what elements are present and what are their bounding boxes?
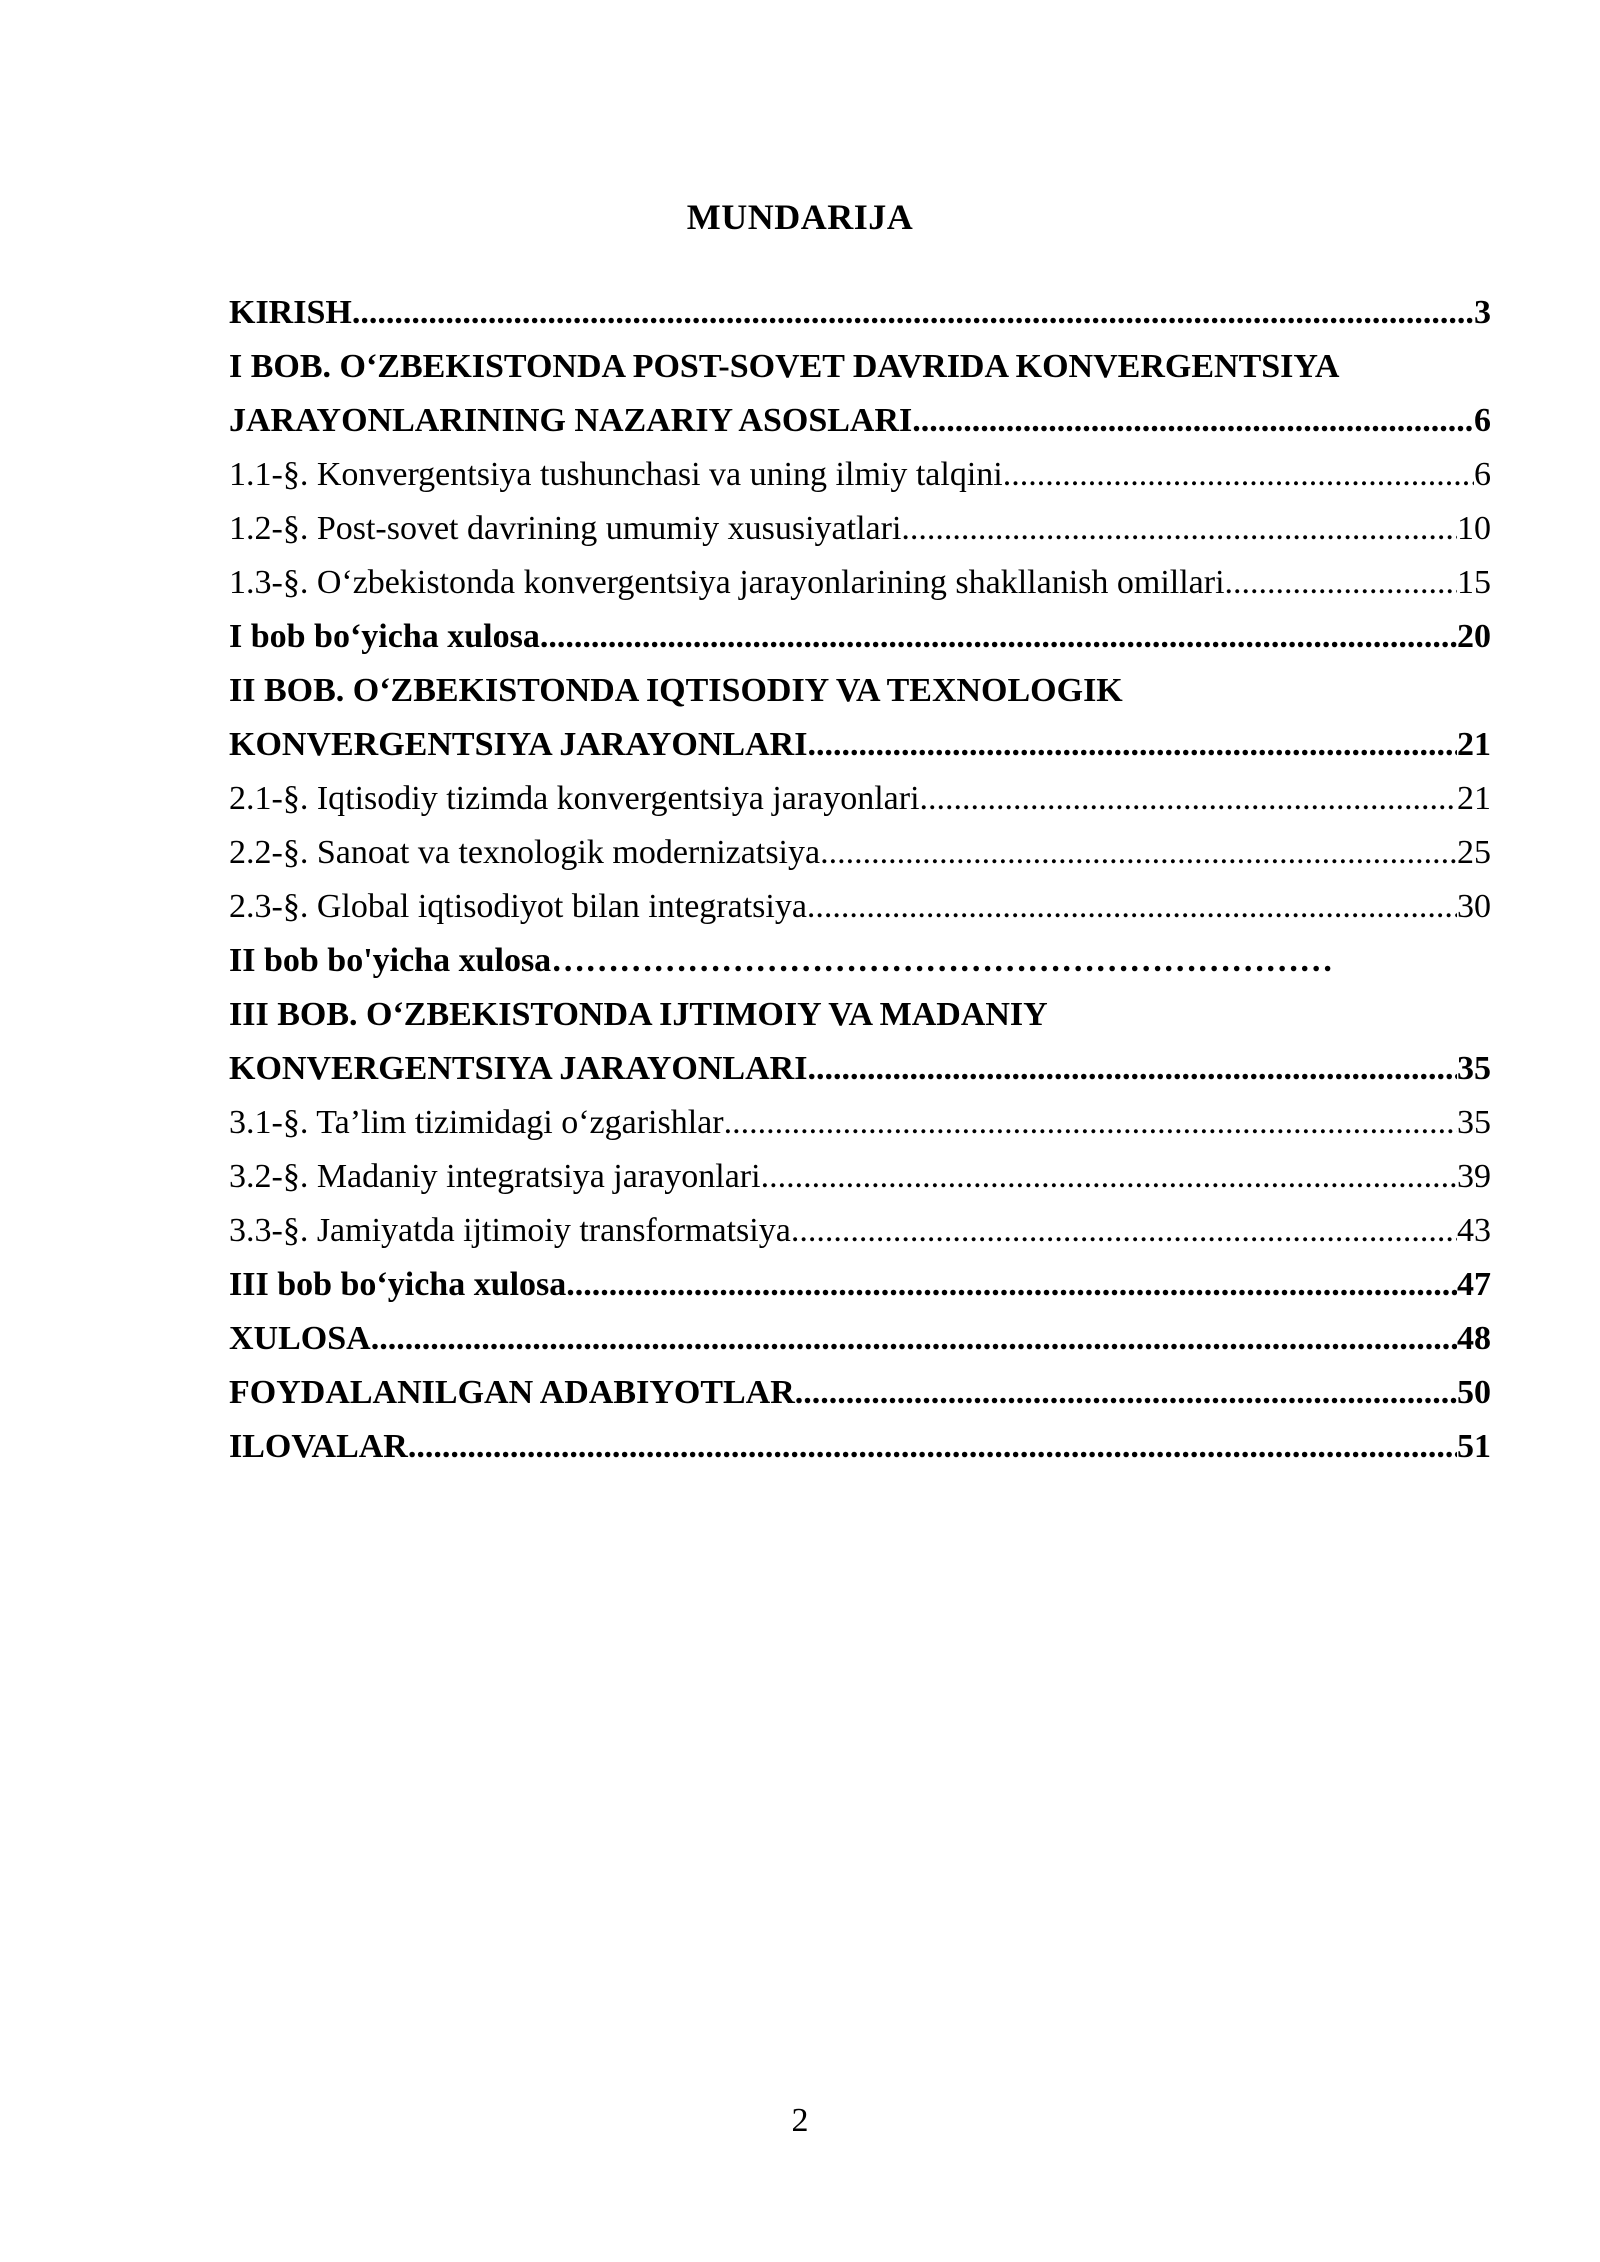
toc-dot-leader [540, 610, 1457, 664]
toc-page-number: 6 [1474, 456, 1491, 493]
toc-page-number: 25 [1457, 834, 1491, 871]
toc-entry-label: KONVERGENTSIYA JARAYONLARI [229, 1050, 808, 1087]
toc-entry-label: ILOVALAR [229, 1428, 408, 1465]
toc-entry [229, 988, 1491, 1042]
toc-entry [229, 1150, 1491, 1204]
toc-dot-leader [920, 772, 1457, 826]
toc-entry-label: 2.2-§. Sanoat va texnologik modernizatsiya [229, 834, 821, 871]
toc-dot-leader [408, 1420, 1457, 1474]
toc-heading-label: III BOB. O‘ZBEKISTONDA IJTIMOIY VA MADANIY [229, 996, 1048, 1033]
toc-dot-leader [724, 1096, 1457, 1150]
toc-entry [229, 556, 1491, 610]
toc-entry-label: 1.2-§. Post-sovet davrining umumiy xususiyatlari [229, 510, 902, 547]
toc-entry-label: JARAYONLARINING NAZARIY ASOSLARI [229, 402, 913, 439]
toc-page-number: 48 [1457, 1320, 1491, 1357]
toc-dot-leader [807, 880, 1457, 934]
toc-entry-label: 3.1-§. Ta’lim tizimidagi o‘zgarishlar [229, 1104, 724, 1141]
table-of-contents [229, 286, 1491, 1474]
toc-page-number: 15 [1457, 564, 1491, 601]
toc-entry-label: II bob bo'yicha xulosa [229, 942, 552, 979]
toc-page-number: 39 [1457, 1158, 1491, 1195]
toc-dot-leader [1225, 556, 1457, 610]
toc-entry [229, 826, 1491, 880]
toc-page-number: 35 [1457, 1104, 1491, 1141]
toc-heading-label: II BOB. O‘ZBEKISTONDA IQTISODIY VA TEXNOLOGIK [229, 672, 1123, 709]
toc-entry-label: KONVERGENTSIYA JARAYONLARI [229, 726, 808, 763]
toc-entry-label: 1.3-§. O‘zbekistonda konvergentsiya jarayonlarining shakllanish omillari [229, 564, 1225, 601]
toc-entry-label: III bob bo‘yicha xulosa [229, 1266, 567, 1303]
toc-entry [229, 340, 1491, 394]
toc-entry [229, 1366, 1491, 1420]
toc-entry [229, 1204, 1491, 1258]
toc-entry-label: KIRISH [229, 294, 352, 331]
toc-dot-leader [371, 1312, 1457, 1366]
toc-page-number: 51 [1457, 1428, 1491, 1465]
toc-page-number: 10 [1457, 510, 1491, 547]
toc-dot-leader [820, 826, 1457, 880]
toc-heading-label: I BOB. O‘ZBEKISTONDA POST-SOVET DAVRIDA KONVERGENTSIYA [229, 348, 1340, 385]
toc-entry [229, 1042, 1491, 1096]
toc-dot-leader [1003, 448, 1474, 502]
toc-entry-label: 2.1-§. Iqtisodiy tizimda konvergentsiya jarayonlari [229, 780, 920, 817]
toc-dot-leader [795, 1366, 1457, 1420]
toc-dot-leader [352, 286, 1474, 340]
toc-entry [229, 1420, 1491, 1474]
toc-dot-leader [791, 1204, 1457, 1258]
toc-page-number: 3 [1474, 294, 1491, 331]
toc-dot-leader [566, 1258, 1457, 1312]
toc-page-number: 30 [1457, 888, 1491, 925]
toc-entry [229, 1312, 1491, 1366]
page-title: MUNDARIJA [686, 197, 914, 237]
toc-entry [229, 718, 1491, 772]
toc-entry-label: I bob bo‘yicha xulosa [229, 618, 540, 655]
toc-entry-label: 3.3-§. Jamiyatda ijtimoiy transformatsiya [229, 1212, 791, 1249]
toc-page-number: 43 [1457, 1212, 1491, 1249]
toc-dot-leader [807, 718, 1457, 772]
toc-entry [229, 934, 1491, 988]
toc-entry-label: 1.1-§. Konvergentsiya tushunchasi va uning ilmiy talqini [229, 456, 1003, 493]
toc-page-number: 50 [1457, 1374, 1491, 1411]
toc-dot-leader [807, 1042, 1457, 1096]
toc-page-number: 35 [1457, 1050, 1491, 1087]
toc-entry [229, 772, 1491, 826]
toc-entry [229, 664, 1491, 718]
toc-dot-leader [551, 934, 1333, 988]
toc-dot-leader [912, 394, 1474, 448]
toc-entry [229, 610, 1491, 664]
toc-page-number: 20 [1457, 618, 1491, 655]
toc-entry-label: 3.2-§. Madaniy integratsiya jarayonlari [229, 1158, 761, 1195]
toc-entry [229, 502, 1491, 556]
toc-entry [229, 880, 1491, 934]
toc-dot-leader [761, 1150, 1457, 1204]
toc-entry-label: FOYDALANILGAN ADABIYOTLAR [229, 1374, 795, 1411]
page-number: 2 [791, 2102, 809, 2139]
toc-page-number: 21 [1457, 726, 1491, 763]
toc-entry [229, 448, 1491, 502]
toc-entry-label: XULOSA [229, 1320, 371, 1357]
toc-page-number: 6 [1474, 402, 1491, 439]
toc-entry-label: 2.3-§. Global iqtisodiyot bilan integratsiya [229, 888, 807, 925]
toc-entry [229, 1096, 1491, 1150]
toc-page-number: 47 [1457, 1266, 1491, 1303]
toc-entry [229, 1258, 1491, 1312]
toc-dot-leader [901, 502, 1457, 556]
toc-entry [229, 286, 1491, 340]
toc-page-number: 21 [1457, 780, 1491, 817]
toc-entry [229, 394, 1491, 448]
